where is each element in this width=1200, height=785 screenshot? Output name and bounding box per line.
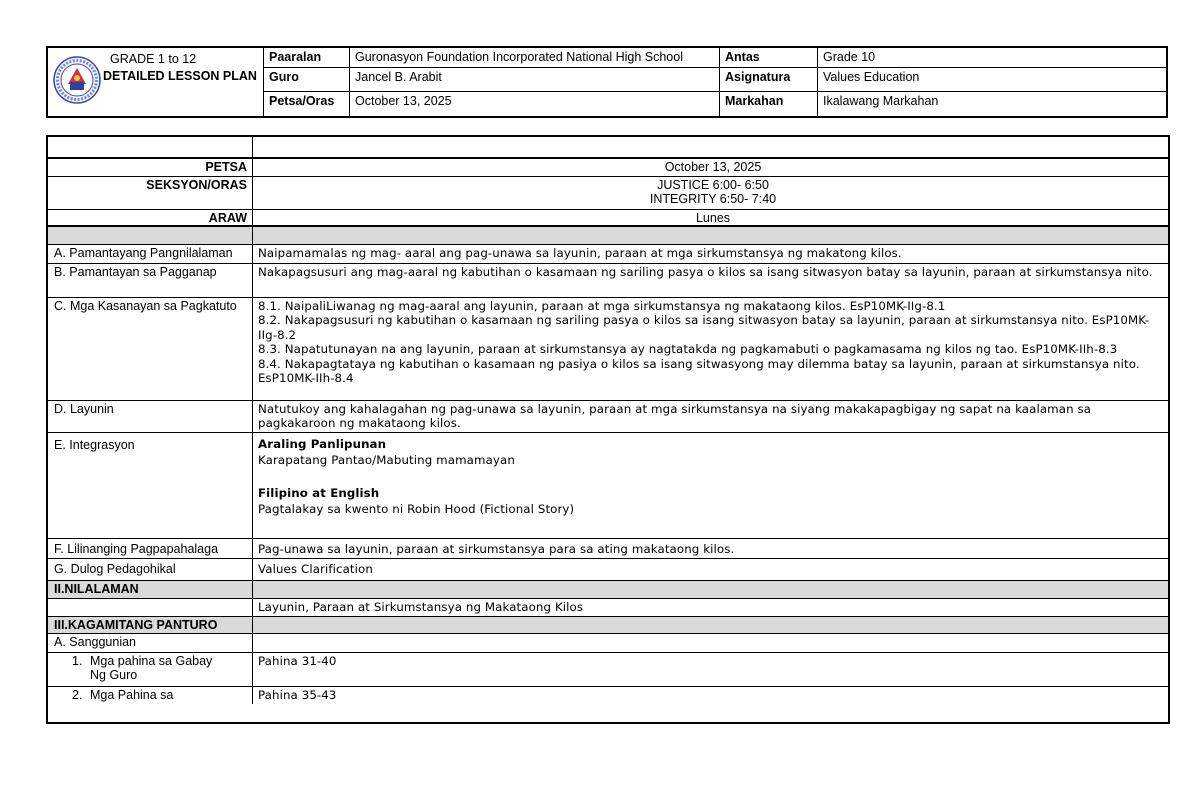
empty-cell bbox=[48, 599, 253, 617]
seksyon-label: SEKSYON/ORAS bbox=[48, 177, 253, 210]
kagamitan-heading: III.KAGAMITANG PANTURO bbox=[48, 617, 253, 634]
sanggunian-label: A. Sanggunian bbox=[48, 634, 253, 653]
kagamitan-heading-fill bbox=[253, 617, 1168, 634]
nilalaman-value: Layunin, Paraan at Sirkumstansya ng Makataong Kilos bbox=[253, 599, 1168, 617]
integration-subject-2: Filipino at English bbox=[258, 485, 380, 500]
guide-pages-label-line2: Ng Guro bbox=[90, 668, 138, 683]
competency-item: 8.4. Nakapagtataya ng kabutihan o kasamaan ng pasiya o kilos sa isang sitwasyong may dilemma batay sa layunin, paraan at sirkumstansya nito. EsP10MK-IIh-8.4 bbox=[258, 356, 1140, 386]
list-number: 2. bbox=[72, 688, 83, 702]
row-label-f: F. Lilinanging Pagpapahalaga bbox=[48, 539, 253, 559]
row-value-a: Naipamamalas ng mag- aaral ang pag-unawa sa layunin, paraan at mga sirkumstansya ng makatong kilos. bbox=[253, 245, 1168, 264]
integration-subject-1: Araling Panlipunan bbox=[258, 437, 387, 451]
list-number: 1. bbox=[72, 654, 83, 668]
row-label-d: D. Layunin bbox=[48, 401, 253, 433]
araw-label: ARAW bbox=[48, 210, 253, 227]
sanggunian-item-2-label bbox=[48, 687, 253, 704]
row-value-f: Pag-unawa sa layunin, paraan at sirkumstansya para sa ating makataong kilos. bbox=[253, 539, 1168, 559]
school-value: Guronasyon Foundation Incorporated National High School bbox=[350, 48, 720, 68]
row-value-d: Natutukoy ang kahalagahan ng pag-unawa sa layunin, paraan at mga sirkumstansya na siyang makakapagbigay ng sapat na kaalaman sa pagkakaroon ng makataong kilos. bbox=[253, 401, 1168, 433]
section-separator bbox=[253, 227, 1168, 245]
plan-title: DETAILED LESSON PLAN bbox=[103, 69, 257, 83]
quarter-value: Ikalawang Markahan bbox=[823, 94, 939, 108]
empty-cell bbox=[253, 634, 1168, 653]
row-value-c bbox=[253, 298, 1168, 401]
competency-item: 8.1. NaipaliLiwanag ng mag-aaral ang layunin, paraan at mga sirkumstansya ng makataong kilos. EsP10MK-IIg-8.1 bbox=[258, 299, 946, 313]
row-label-g: G. Dulog Pedagohikal bbox=[48, 559, 253, 581]
teacher-value: Jancel B. Arabit bbox=[350, 68, 720, 92]
row-value-b: Nakapagsusuri ang mag-aaral ng kabutihan o kasamaan ng sariling pasya o kilos sa isang sitwasyon batay sa layunin, paraan at sirkumstansya nito. bbox=[253, 264, 1168, 298]
petsa-value: October 13, 2025 bbox=[253, 159, 1168, 177]
seksyon-line-1: JUSTICE 6:00- 6:50 bbox=[657, 178, 769, 192]
row-value-g: Values Clarification bbox=[253, 559, 1168, 581]
lesson-plan-header bbox=[46, 46, 1168, 118]
deped-seal-icon bbox=[53, 56, 101, 104]
row-label-a: A. Pamantayang Pangnilalaman bbox=[48, 245, 253, 264]
nilalaman-heading-fill bbox=[253, 581, 1168, 599]
school-label: Paaralan bbox=[264, 48, 350, 68]
date-value: October 13, 2025 bbox=[350, 92, 720, 116]
nilalaman-heading: II.NILALAMAN bbox=[48, 581, 253, 599]
empty-cell bbox=[253, 137, 1168, 159]
empty-cell bbox=[48, 137, 253, 159]
integration-text-1: Karapatang Pantao/Mabuting mamamayan bbox=[258, 453, 515, 468]
teacher-label: Guro bbox=[264, 68, 350, 92]
seksyon-value bbox=[253, 177, 1168, 210]
integration-text-2: Pagtalakay sa kwento ni Robin Hood (Fictional Story) bbox=[258, 502, 575, 517]
lesson-plan-table bbox=[46, 135, 1170, 724]
row-label-c: C. Mga Kasanayan sa Pagkatuto bbox=[48, 298, 253, 401]
guide-pages-value: Pahina 31-40 bbox=[253, 653, 1168, 687]
student-pages-value: Pahina 35-43 bbox=[258, 688, 337, 702]
seksyon-line-2: INTEGRITY 6:50- 7:40 bbox=[649, 192, 777, 207]
competency-item: 8.3. Napatutunayan na ang layunin, paraan at sirkumstansya ay nagtatakda ng pagkamabuti o pagkamasama ng kilos ng tao. EsP10MK-IIh-8.3 bbox=[258, 342, 1118, 357]
grade-label: Antas bbox=[720, 48, 818, 68]
section-separator bbox=[48, 227, 253, 245]
subject-label: Asignatura bbox=[720, 68, 818, 92]
competency-item: 8.2. Nakapagsusuri ng kabutihan o kasamaan ng sariling pasya o kilos sa isang sitwasyon batay sa layunin, paraan at sirkumstansya nito. EsP10MK-IIg-8.2 bbox=[258, 313, 1150, 342]
row-value-e bbox=[253, 433, 1168, 539]
subject-value: Values Education bbox=[818, 68, 1166, 92]
petsa-label: PETSA bbox=[48, 159, 253, 177]
guide-pages-label-line1: Mga pahina sa Gabay bbox=[90, 654, 213, 668]
grade-range-label: GRADE 1 to 12 bbox=[110, 52, 197, 66]
header-brand bbox=[48, 48, 264, 116]
sanggunian-item-1-label bbox=[48, 653, 253, 687]
header-info-grid bbox=[264, 48, 1166, 116]
row-label-b: B. Pamantayan sa Pagganap bbox=[48, 264, 253, 298]
quarter-label: Markahan bbox=[720, 92, 818, 116]
grade-value: Grade 10 bbox=[818, 48, 1166, 68]
araw-value: Lunes bbox=[253, 210, 1168, 227]
row-label-e: E. Integrasyon bbox=[48, 433, 253, 539]
student-pages-label: Mga Pahina sa bbox=[90, 688, 174, 702]
date-label: Petsa/Oras bbox=[264, 92, 350, 116]
